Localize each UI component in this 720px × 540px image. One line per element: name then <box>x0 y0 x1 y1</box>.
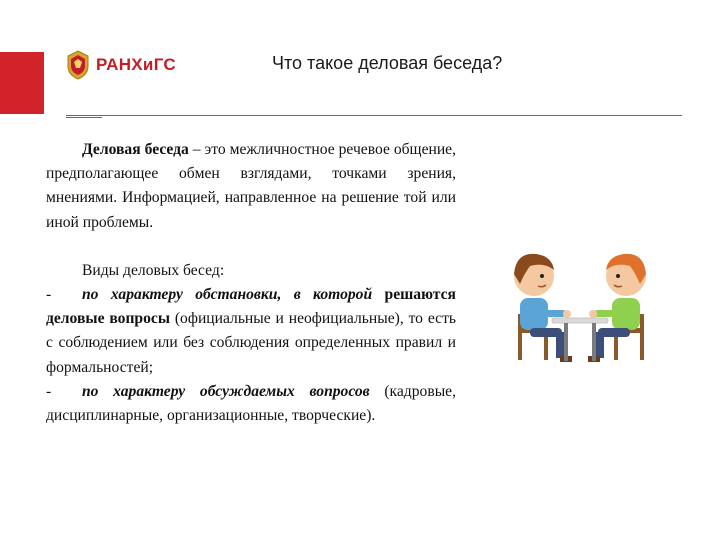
content-body <box>46 138 456 428</box>
logo <box>66 50 176 80</box>
item-bold: решаются деловые вопросы <box>46 286 456 328</box>
list-dash: - <box>46 286 52 304</box>
definition-paragraph <box>46 138 456 235</box>
logo-text: РАНХиГС <box>96 55 176 74</box>
divider-tick <box>66 117 102 118</box>
item-text: (официальные и неофициальные), то есть с соблюдением или без соблюдения определенных правил и формальностей; <box>46 310 456 376</box>
two-people-at-table-illustration <box>490 232 670 372</box>
item-text: (кадровые, дисциплинарные, организационные, творческие). <box>46 382 456 425</box>
types-heading: Виды деловых бесед: <box>82 261 225 279</box>
list-item <box>46 283 456 380</box>
list-item <box>46 380 456 428</box>
emblem-icon <box>66 50 90 80</box>
page-title: Что такое деловая беседа? <box>272 53 503 73</box>
item-lead: по характеру обсуждаемых вопросов <box>82 382 370 400</box>
accent-block <box>0 52 44 114</box>
header-divider <box>66 115 682 116</box>
definition-text: – это межличностное речевое общение, предполагающее обмен взглядами, точками зрения, мнениями. Информацией, направленное на решение той или иной проблемы. <box>46 141 456 231</box>
definition-term: Деловая беседа <box>82 141 189 158</box>
list-dash: - <box>46 382 52 400</box>
item-lead: по характеру обстановки, в которой <box>82 286 373 304</box>
